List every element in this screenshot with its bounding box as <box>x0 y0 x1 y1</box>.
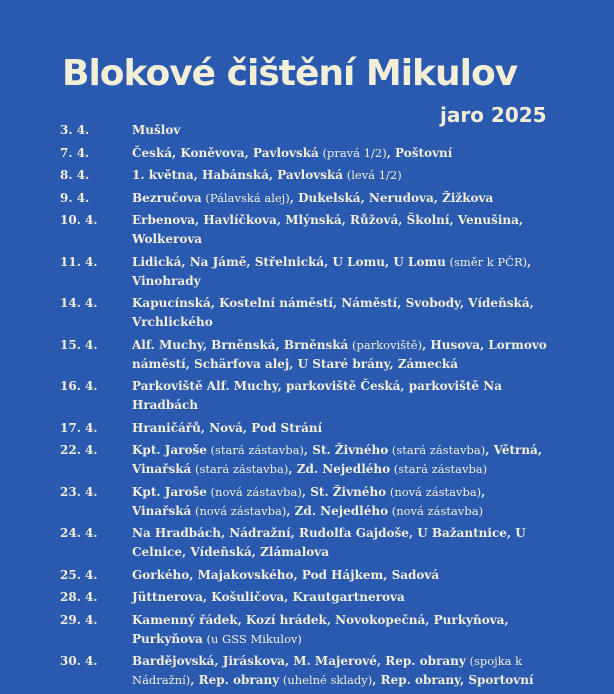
street-note: (Pálavská alej) <box>201 190 290 205</box>
schedule-streets <box>132 121 547 140</box>
schedule-date: 3. 4. <box>60 123 90 137</box>
street-names: , Vinařská <box>132 484 486 518</box>
street-names: , Zd. Nejedlého <box>288 462 391 476</box>
schedule-row <box>60 253 550 291</box>
schedule-date: 30. 4. <box>60 654 98 668</box>
schedule-streets <box>132 144 547 163</box>
street-note: (u GSS Mikulov) <box>202 631 302 646</box>
schedule-date: 11. 4. <box>60 254 98 269</box>
schedule-row <box>60 336 550 374</box>
schedule-date: 24. 4. <box>60 526 98 540</box>
street-note: (stará zástavba) <box>191 462 289 476</box>
street-note: (spojka k Nádražní) <box>132 654 523 687</box>
street-note: (směr k PČR) <box>445 254 528 269</box>
street-names: Kpt. Jaroše <box>132 443 207 457</box>
schedule-streets <box>132 166 547 185</box>
schedule-streets <box>132 483 547 521</box>
schedule-row <box>60 189 550 208</box>
schedule-row <box>60 166 550 185</box>
street-note: (stará zástavba) <box>388 443 486 457</box>
schedule-row <box>60 611 550 649</box>
schedule-date: 15. 4. <box>60 337 98 352</box>
street-names: , Zd. Nejedlého <box>286 503 389 518</box>
schedule-streets <box>132 189 547 208</box>
street-names: Parkoviště Alf. Muchy, parkoviště Česká, parkoviště Na Hradbách <box>132 379 502 412</box>
street-names: Na Hradbách, Nádražní, Rudolfa Gajdoše, U Bažantnice, U Celnice, Vídeňská, Zlámalova <box>132 526 526 559</box>
schedule-date: 17. 4. <box>60 420 98 435</box>
schedule-row <box>60 566 550 585</box>
schedule-date: 28. 4. <box>60 590 98 604</box>
street-names: Jüttnerova, Košuličova, Krautgartnerova <box>132 590 405 604</box>
street-note: (stará zástavba) <box>206 443 304 457</box>
street-note: (stará zástavba) <box>390 462 488 476</box>
schedule-streets <box>132 211 547 249</box>
street-names: , Vinohrady <box>132 254 532 288</box>
schedule-date: 9. 4. <box>60 190 90 205</box>
schedule-row <box>60 588 550 607</box>
street-names: Erbenova, Havlíčkova, Mlýnská, Růžová, Školní, Venušina, Wolkerova <box>132 213 524 246</box>
street-names: Kpt. Jaroše <box>132 484 207 499</box>
street-names: , Dukelská, Nerudova, Žižkova <box>289 190 494 205</box>
schedule-row <box>60 144 550 163</box>
street-names: Hraničářů, Nová, Pod Strání <box>132 420 323 435</box>
street-names: Mušlov <box>132 123 181 137</box>
street-names: , Husova, Lormovo náměstí, Schärfova alej, U Staré brány, Zámecká <box>132 337 547 371</box>
street-note: (nová zástavba) <box>386 484 482 499</box>
street-note: (parkoviště) <box>348 337 423 352</box>
schedule-row <box>60 441 550 479</box>
street-names: Bezručova <box>132 190 202 205</box>
schedule-date: 22. 4. <box>60 443 98 457</box>
page-title: Blokové čištění Mikulov <box>62 53 518 94</box>
street-names: , Větrná, Vinařská <box>132 443 543 476</box>
street-note: (pravá 1/2) <box>318 145 387 160</box>
street-names: Alf. Muchy, Brněnská, Brněnská <box>132 337 349 352</box>
street-names: Česká, Koněvova, Pavlovská <box>132 145 319 160</box>
schedule-streets <box>132 253 547 291</box>
schedule-date: 23. 4. <box>60 484 98 499</box>
street-note: (nová zástavba) <box>388 503 484 518</box>
schedule-streets <box>132 524 547 562</box>
schedule-row <box>60 652 550 690</box>
schedule-row <box>60 121 550 140</box>
schedule-streets <box>132 652 547 690</box>
street-names: Gorkého, Majakovského, Pod Hájkem, Sadová <box>132 567 440 582</box>
schedule-date: 16. 4. <box>60 379 98 393</box>
schedule-streets <box>132 377 547 415</box>
street-note: (nová zástavba) <box>206 484 302 499</box>
street-names: , Rep. obrany <box>190 673 280 687</box>
schedule-date: 7. 4. <box>60 145 90 160</box>
street-names: , St. Živného <box>301 484 387 499</box>
street-names: , St. Živného <box>303 443 389 457</box>
schedule-streets <box>132 588 547 607</box>
street-names: Lidická, Na Jámě, Střelnická, U Lomu, U Lomu <box>132 254 446 269</box>
schedule-streets <box>132 294 547 332</box>
street-names: Kapucínská, Kostelní náměstí, Náměstí, Svobody, Vídeňská, Vrchlického <box>132 296 534 329</box>
schedule-row <box>60 419 550 438</box>
schedule-streets <box>132 611 547 649</box>
schedule-list <box>60 121 550 694</box>
schedule-streets <box>132 419 547 438</box>
page-subtitle: jaro 2025 <box>440 103 547 127</box>
street-note: (nová zástavba) <box>191 503 287 518</box>
street-names: Kamenný řádek, Kozí hrádek, Novokopečná, Purkyňova, Purkyňova <box>132 612 509 646</box>
schedule-streets <box>132 441 547 479</box>
schedule-row <box>60 377 550 415</box>
schedule-row <box>60 294 550 332</box>
schedule-streets <box>132 566 547 585</box>
schedule-date: 8. 4. <box>60 168 90 182</box>
schedule-row <box>60 483 550 521</box>
schedule-streets <box>132 336 547 374</box>
street-note: (levá 1/2) <box>343 168 402 182</box>
street-names: , Poštovní <box>386 145 453 160</box>
street-names: Bardějovská, Jiráskova, M. Majerové, Rep. obrany <box>132 654 466 668</box>
schedule-date: 29. 4. <box>60 612 98 627</box>
street-names: , Rep. obrany, Sportovní <box>372 673 534 687</box>
street-note: (uhelné sklady) <box>279 673 373 687</box>
street-names: 1. května, Habánská, Pavlovská <box>132 168 344 182</box>
schedule-date: 25. 4. <box>60 567 98 582</box>
schedule-row <box>60 524 550 562</box>
schedule-date: 14. 4. <box>60 296 98 310</box>
schedule-date: 10. 4. <box>60 213 98 227</box>
schedule-row <box>60 211 550 249</box>
